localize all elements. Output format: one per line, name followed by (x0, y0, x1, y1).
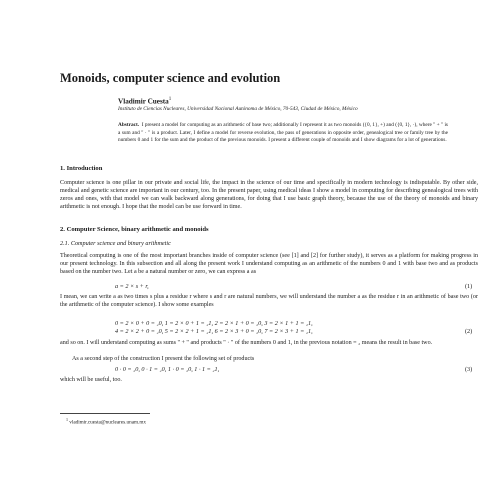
author-footnote-mark: 1 (168, 97, 172, 102)
footnote-mark: 1 (66, 417, 68, 422)
section-heading-computer-science: 2. Computer Science, binary arithmetic and monoids (60, 226, 209, 233)
equation-3: 0 · 0 = ₂0, 0 · 1 = ₂0, 1 · 0 = ₂0, 1 · 1 = ₂1, (115, 366, 220, 373)
paragraph-useful: which will be useful, too. (60, 377, 122, 383)
paragraph-theoretical-computing: Theoretical computing is one of the most important branches inside of computer science (see [1] and [2] for further study), it serves as a platform for making progress in our present technology. In this subsection and all along the present work I understand computing as an arithmetic of the numbers 0 and 1 with base two and as products based on the number two. Let a be a natural number or zero, we can express a as (60, 253, 478, 276)
abstract-label: Abstract. (118, 122, 140, 128)
footnote-email: vladimir.cuesta@nucleares.unam.mx (69, 419, 146, 426)
introduction-paragraph: Computer science is one pillar in our private and social life, the impact in the science of our time and specifically in modern technology is indisputable. By other side, medical and genetic science are important in our century, too. In the present paper, using medical ideas I show a model in computing for describing genealogical trees with zeros and ones, with that model we can walk backward along generations, for doing that I use basic graph theory, because the use of the theory of monoids and binary arithmetic is not enough. I hope that the model can be use forward in time. (60, 180, 478, 211)
abstract (118, 122, 448, 145)
subsection-heading: 2.1. Computer science and binary arithmetic (60, 240, 171, 247)
author-name (118, 97, 171, 105)
equation-3-number: (3) (465, 366, 473, 373)
paper-title: Monoids, computer science and evolution (60, 71, 281, 85)
abstract-text: I present a model for computing as an arithmetic of base two; additionally I represent it as two monoids ({0, 1}, +) and ({0, 1}, ·), where " + " is a sum and " · " is a product. Later, I define a model for reverse evolution, the pass of generations in opposite order, genealogical tree or family tree by the numbers 0 and 1 for the sum and the product of the previous monoids. I present a different couple of monoids and I show diagrams for a lot of generations. (118, 122, 448, 144)
equation-2-number: (2) (465, 328, 473, 335)
paragraph-residue: I mean, we can write a as two times s plus a residue r where s and r are natural numbers, we will understand the number a as the residue r in an arithmetic of base two (or the arithmetic of the computer science). I show some examples (60, 294, 478, 309)
section-heading-introduction: 1. Introduction (60, 165, 103, 172)
footnote (66, 417, 146, 426)
footnote-rule (60, 413, 150, 414)
author-name-text: Vladimir Cuesta (118, 97, 169, 106)
equation-2-line-1: 0 = 2 × 0 + 0 = ₂0, 1 = 2 × 0 + 1 = ₂1, 2 = 2 × 1 + 0 = ₂0, 3 = 2 × 1 + 1 = ₂1, (115, 320, 313, 327)
author-affiliation: Instituto de Ciencias Nucleares, Universidad Nacional Autónoma de México, 70-543, Ciudad de México, México (118, 106, 358, 112)
equation-1: a = 2 × s + r, (115, 283, 149, 290)
paragraph-sums-products: and so on. I will understand computing as sums " + " and products " · " of the numbers 0 and 1, in the previous notation = ₂ means the result in base two. (60, 340, 433, 346)
equation-2-line-2: 4 = 2 × 2 + 0 = ₂0, 5 = 2 × 2 + 1 = ₂1, 6 = 2 × 3 + 0 = ₂0, 7 = 2 × 3 + 1 = ₂1, (115, 328, 313, 335)
paragraph-second-step: As a second step of the construction I present the following set of products (72, 356, 255, 362)
equation-1-number: (1) (465, 283, 473, 290)
